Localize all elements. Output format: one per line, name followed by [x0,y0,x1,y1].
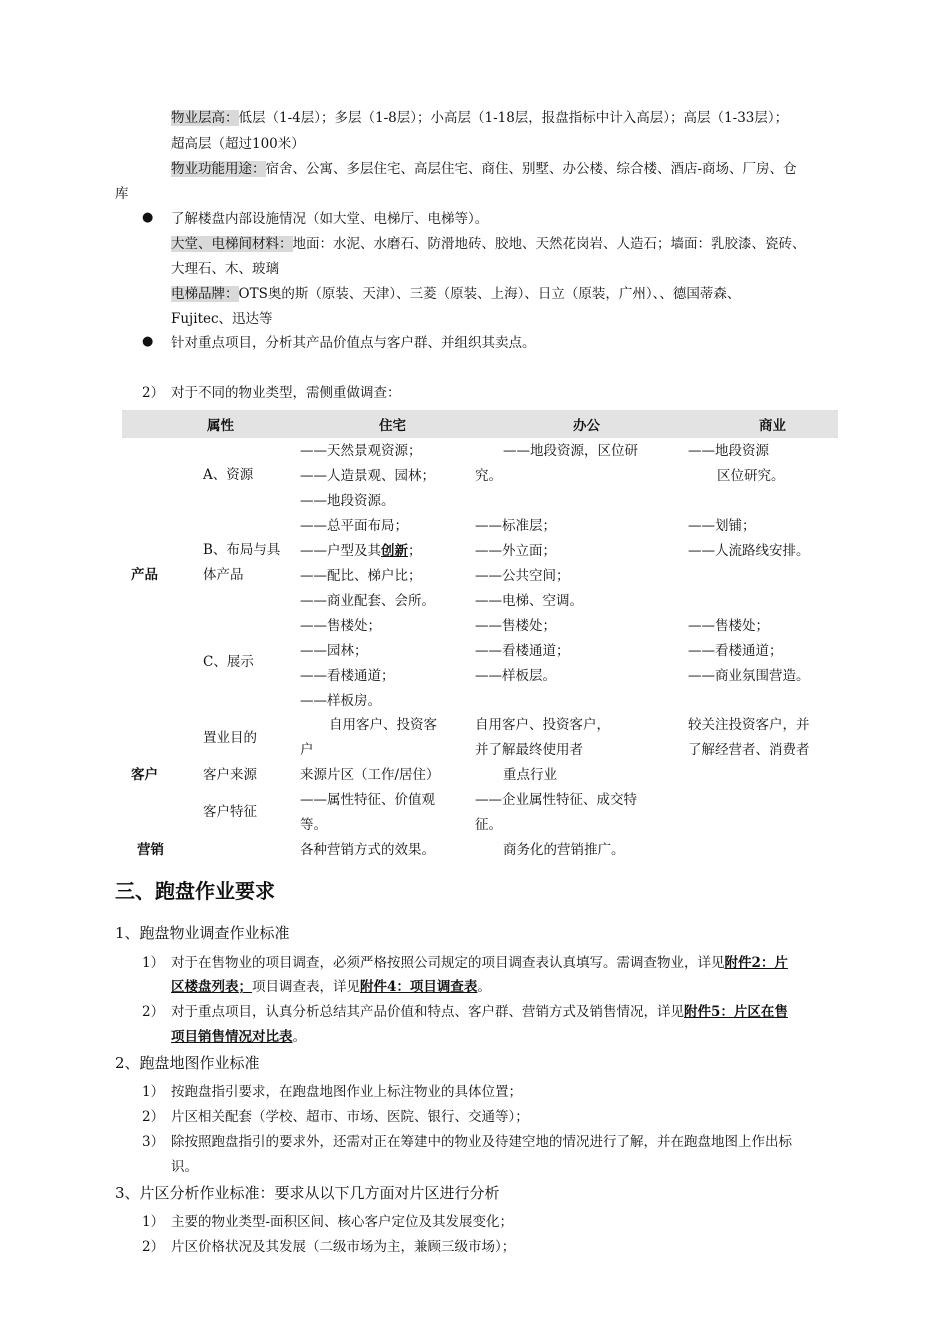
b-off-1: ——标准层； [475,518,556,534]
a-off-1: ——地段资源，区位研 [503,443,638,459]
s2-item-1: 按跑盘指引要求，在跑盘地图作业上标注物业的具体位置； [171,1084,522,1100]
a-off-2: 究。 [475,468,502,484]
item-2-text: 对于不同的物业类型，需侧重做调查： [171,385,401,401]
appendix-4-link[interactable]: 附件4：项目调查表 [360,979,478,995]
s1-item-2-end: 。 [292,1029,306,1045]
feature-off-1: ——企业属性特征、成交特 [475,792,637,808]
b-com-1: ——划铺； [688,518,756,534]
item-number: 1） [142,1084,165,1100]
s1-item-2-line2 [171,1027,306,1047]
b-off-4: ——电梯、空调。 [475,593,583,609]
s3-item-1: 主要的物业类型-面积区间、核心客户定位及其发展变化； [171,1214,514,1230]
marketing-res: 各种营销方式的效果。 [300,842,435,858]
floor-height-text: 低层（1-4层）；多层（1-8层）；小高层（1-18层，报盘指标中计入高层）；高层（1-33层）； [238,110,789,126]
row-label-b-1: B、布局与具 [203,542,281,558]
purpose-res-1: 自用客户、投资客 [329,717,437,733]
source-off: 重点行业 [503,767,557,783]
use-label: 物业功能用途： [171,161,266,177]
table-header-commercial: 商业 [759,418,786,434]
b-com-2: ——人流路线安排。 [688,543,810,559]
c-res-2: ——园林； [300,643,368,659]
c-off-1: ——售楼处； [475,618,556,634]
c-com-3: ——商业氛围营造。 [688,668,810,684]
table-header-residential: 住宅 [379,418,406,434]
subsection-1-title: 1、跑盘物业调查作业标准 [115,924,290,942]
item-number: 1） [142,1214,165,1230]
bullet-item-1: 了解楼盘内部设施情况（如大堂、电梯厅、电梯等）。 [171,211,489,227]
use-line [171,159,797,179]
appendix-5-link-cont[interactable]: 项目销售情况对比表 [171,1029,293,1045]
b-res-4: ——商业配套、会所。 [300,593,435,609]
s1-item-1-line2 [171,977,491,997]
floor-height-text-cont: 超高层（超过100米） [171,136,305,152]
purpose-com-2: 了解经营者、消费者 [688,742,810,758]
use-text-cont: 库 [115,186,129,202]
c-res-1: ——售楼处； [300,618,381,634]
a-com-1: ——地段资源 [688,443,769,459]
s1-item-2-line1 [171,1002,788,1022]
purpose-off-1: 自用客户、投资客户， [475,717,610,733]
marketing-off: 商务化的营销推广。 [503,842,625,858]
feature-off-2: 征。 [475,817,502,833]
group-customer: 客户 [131,767,158,783]
s1-item-1-text: 对于在售物业的项目调查，必须严格按照公司规定的项目调查表认真填写。需调查物业，详见 [171,955,725,971]
bullet-icon: ● [142,334,154,349]
c-off-3: ——样板层。 [475,668,556,684]
elevator-label: 电梯品牌： [171,286,239,302]
b-res-2-a: ——户型及其 [300,543,381,559]
purpose-off-2: 并了解最终使用者 [475,742,583,758]
c-res-4: ——样板房。 [300,693,381,709]
bullet-item-2: 针对重点项目，分析其产品价值点与客户群、并组织其卖点。 [171,335,536,351]
item-number: 2） [142,1109,165,1125]
purpose-com-1: 较关注投资客户，并 [688,717,810,733]
table-header-attr: 属性 [207,418,234,434]
item-number: 1） [142,955,165,971]
table-header-office: 办公 [573,418,600,434]
c-off-2: ——看楼通道； [475,643,570,659]
s3-item-2: 片区价格状况及其发展（二级市场为主，兼顾三级市场）； [171,1239,516,1255]
a-res-2: ——人造景观、园林； [300,468,435,484]
s2-item-3-cont: 识。 [171,1159,198,1175]
appendix-2-link-cont[interactable]: 区楼盘列表； [171,979,252,995]
s1-item-2-text: 对于重点项目，认真分析总结其产品价值和特点、客户群、营销方式及销售情况，详见 [171,1004,684,1020]
bullet-icon: ● [142,210,154,225]
lobby-text-cont: 大理石、木、玻璃 [171,261,279,277]
b-off-3: ——公共空间； [475,568,570,584]
elevator-text: OTS奥的斯（原装、天津）、三菱（原装、上海）、日立（原装，广州）、、德国蒂森、 [238,286,741,302]
item-number: 3） [142,1134,165,1150]
floor-height-label: 物业层高： [171,110,239,126]
elevator-text-cont: Fujitec、迅达等 [171,311,273,327]
row-label-b-2: 体产品 [203,567,244,583]
lobby-line [171,234,806,254]
appendix-2-link[interactable]: 附件2：片 [724,955,788,971]
feature-res-2: 等。 [300,817,327,833]
group-product: 产品 [131,567,158,583]
subsection-2-title: 2、跑盘地图作业标准 [115,1054,260,1072]
b-res-1: ——总平面布局； [300,518,408,534]
row-label-source: 客户来源 [203,767,257,783]
row-label-purpose: 置业目的 [203,730,257,746]
item-number: 2） [142,1004,165,1020]
a-res-1: ——天然景观资源； [300,443,422,459]
floor-height-line [171,108,788,128]
lobby-label: 大堂、电梯间材料： [171,236,293,252]
row-label-feature: 客户特征 [203,804,257,820]
s1-item-1-end: 。 [477,979,491,995]
row-label-a: A、资源 [203,467,254,483]
c-res-3: ——看楼通道； [300,668,395,684]
elevator-line [171,284,740,304]
item-number: 2） [142,385,165,401]
s2-item-3: 除按照跑盘指引的要求外，还需对正在筹建中的物业及待建空地的情况进行了解，并在跑盘地图上作出标 [171,1134,792,1150]
section-title: 三、跑盘作业要求 [115,879,275,903]
b-res-2 [300,539,422,564]
b-res-2-c: ； [408,543,422,559]
c-com-2: ——看楼通道； [688,643,783,659]
b-res-2-innovation: 创新 [381,543,408,559]
s1-item-1-text-b: 项目调查表，详见 [252,979,360,995]
b-res-3: ——配比、梯户比； [300,568,422,584]
b-off-2: ——外立面； [475,543,556,559]
row-label-c: C、展示 [203,654,254,670]
c-com-1: ——售楼处； [688,618,769,634]
subsection-3-title: 3、片区分析作业标准：要求从以下几方面对片区进行分析 [115,1184,500,1202]
source-res: 来源片区（工作/居住） [300,767,440,783]
item-number: 2） [142,1239,165,1255]
s2-item-2: 片区相关配套（学校、超市、市场、医院、银行、交通等）； [171,1109,529,1125]
group-marketing: 营销 [137,842,164,858]
s1-item-1-line1 [171,953,788,973]
a-com-2: 区位研究。 [717,468,785,484]
lobby-text: 地面：水泥、水磨石、防滑地砖、胶地、天然花岗岩、人造石；墙面：乳胶漆、瓷砖、 [292,236,806,252]
feature-res-1: ——属性特征、价值观 [300,792,435,808]
purpose-res-2: 户 [300,742,314,758]
a-res-3: ——地段资源。 [300,493,395,509]
use-text: 宿舍、公寓、多层住宅、高层住宅、商住、别墅、办公楼、综合楼、酒店-商场、厂房、仓 [265,161,797,177]
appendix-5-link[interactable]: 附件5：片区在售 [684,1004,788,1020]
